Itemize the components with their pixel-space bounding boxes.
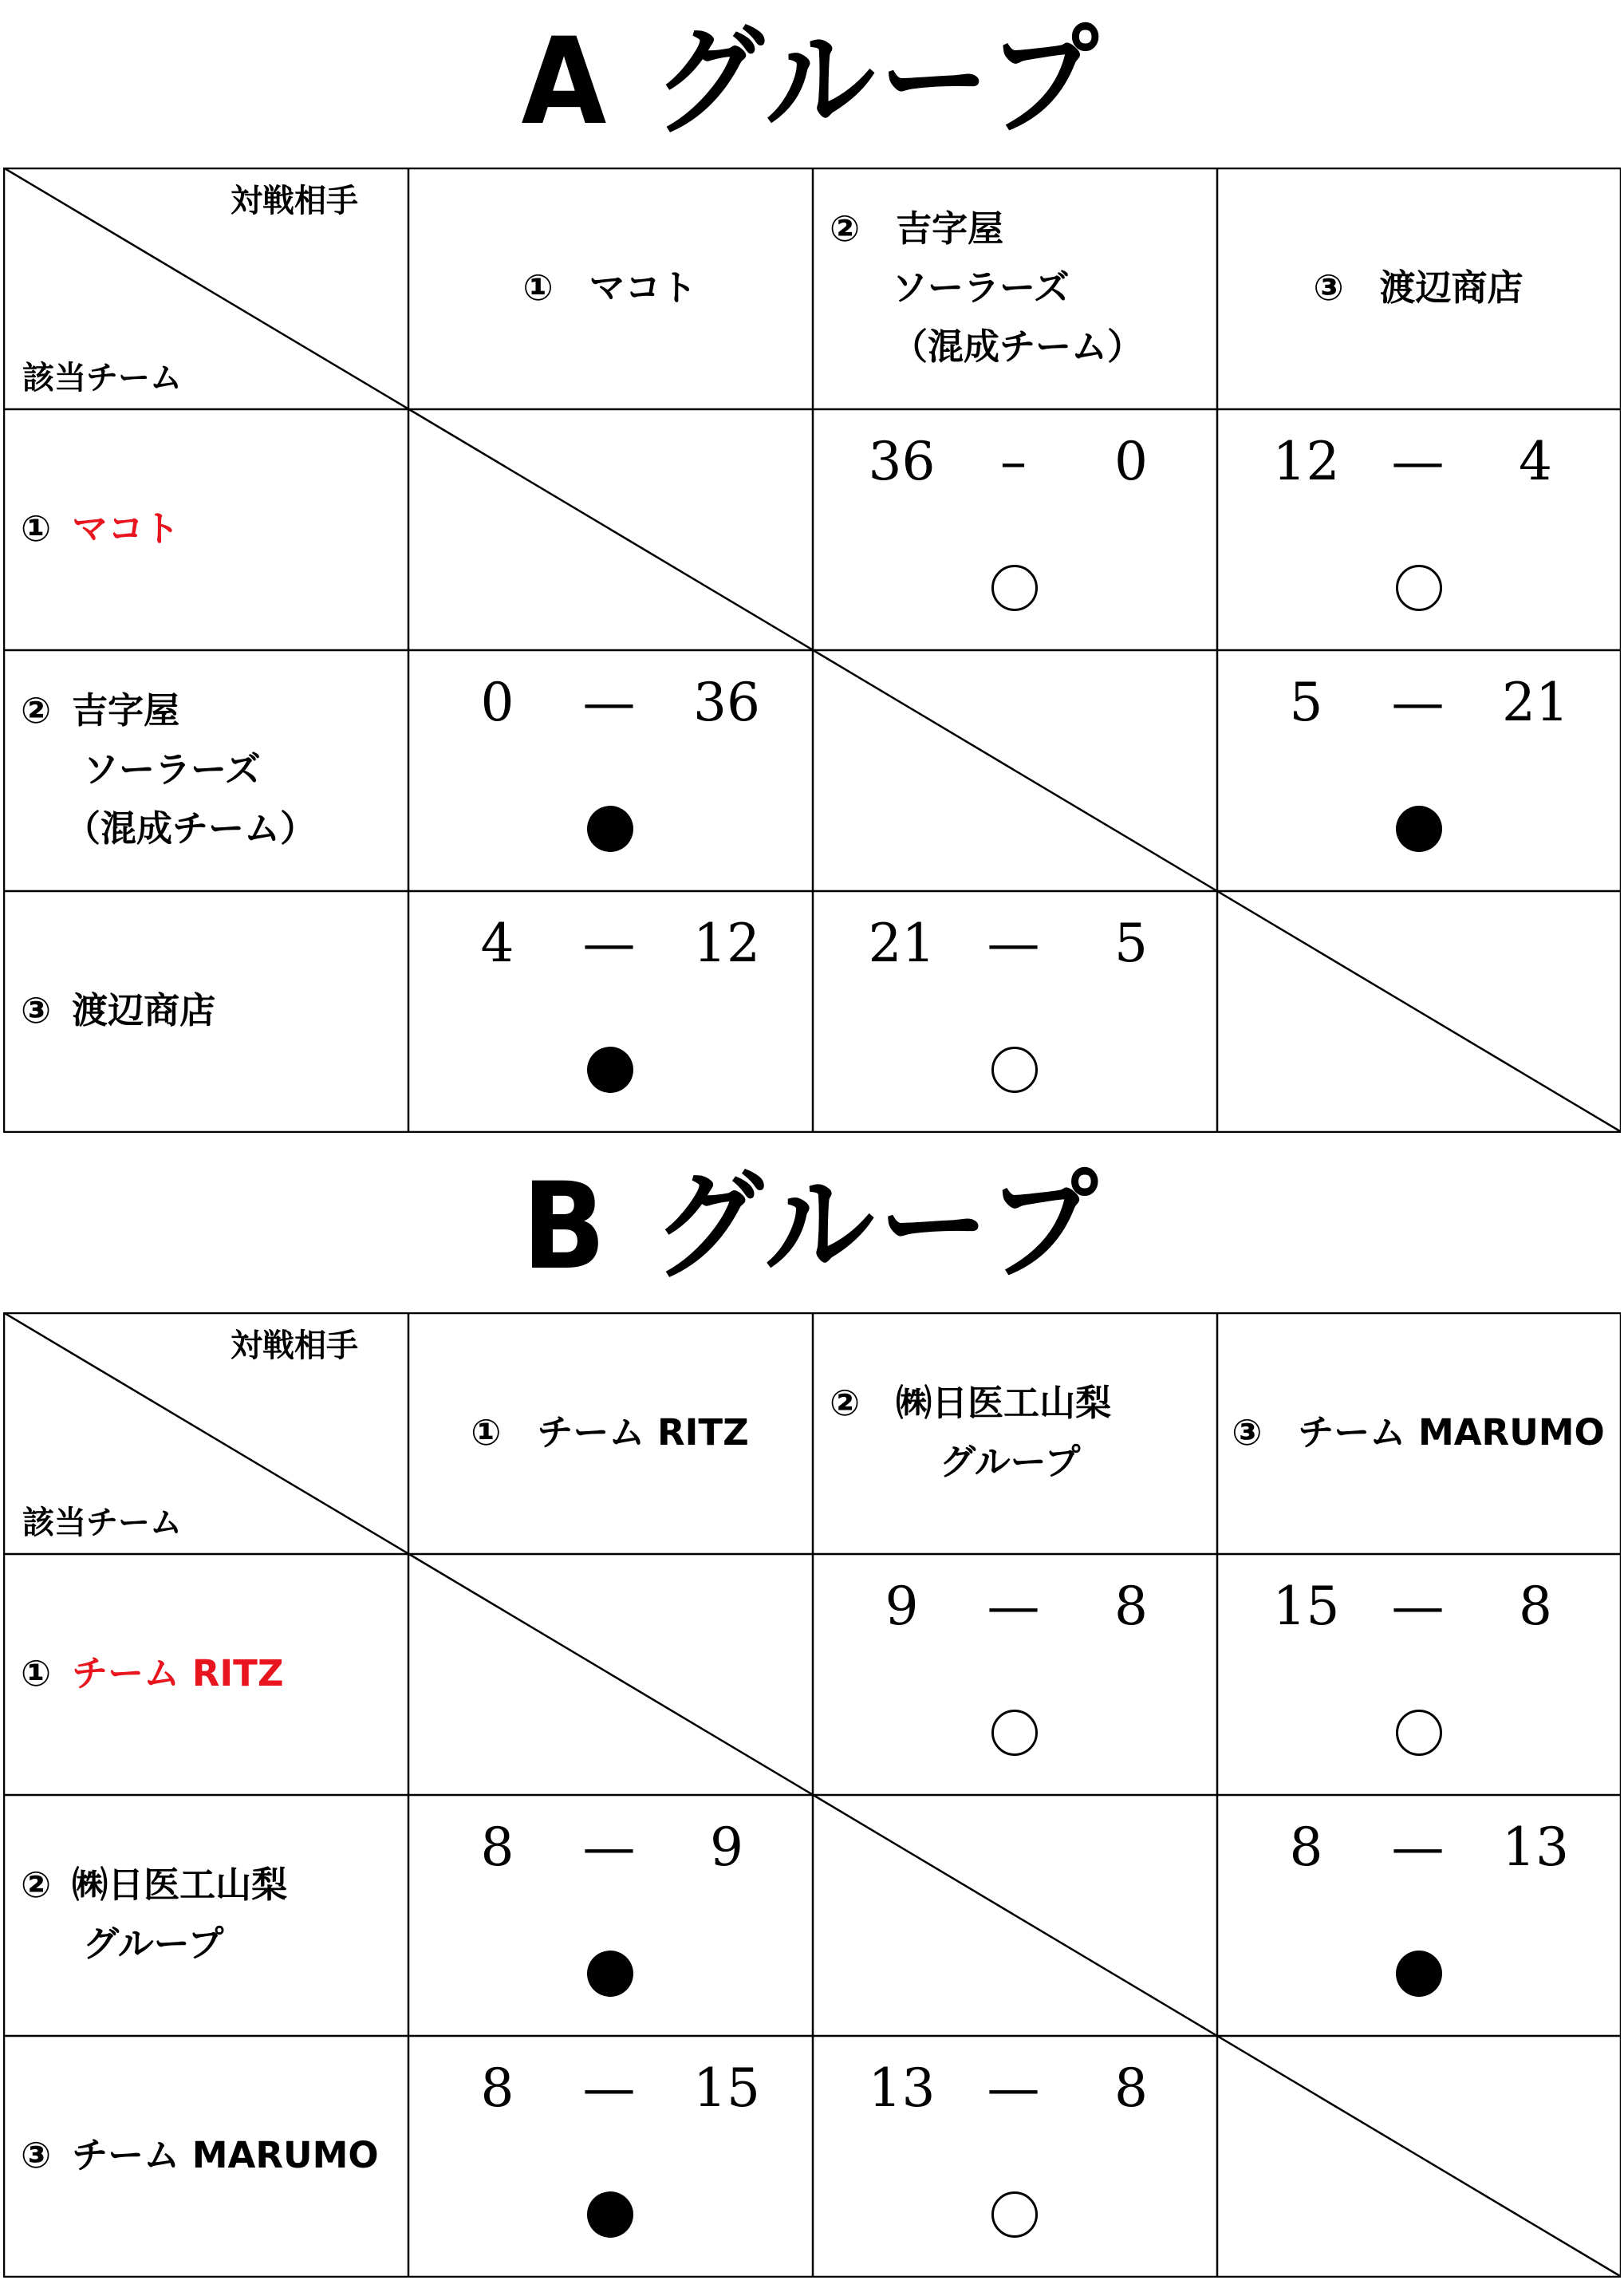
win-circle-icon	[1396, 565, 1442, 611]
row-header-line	[21, 981, 215, 1040]
score-dash: —	[582, 913, 636, 974]
score-left: 12	[1272, 431, 1340, 492]
corner-opponent-label: 対戦相手	[231, 1327, 358, 1364]
row-header-line	[21, 1856, 287, 1915]
row-header-line	[21, 1915, 287, 1974]
column-header-line: ① チーム RITZ	[471, 1411, 749, 1454]
score-dash: —	[1391, 672, 1445, 733]
score-dash: –	[1000, 431, 1027, 492]
row-header-line	[21, 799, 316, 858]
score-left: 8	[480, 1817, 514, 1878]
score-dash: —	[987, 2057, 1040, 2119]
score-right: 21	[1502, 672, 1569, 733]
win-circle-icon	[1396, 1710, 1442, 1756]
row-team-name: 吉字屋	[72, 689, 180, 732]
score-right: 36	[693, 672, 760, 733]
win-circle-icon	[991, 1047, 1038, 1093]
column-header-3	[1216, 258, 1620, 318]
loss-circle-icon	[587, 1047, 633, 1093]
score-right: 12	[693, 913, 760, 974]
row-number: ②	[21, 689, 52, 732]
group-a-title: A グループ	[521, 13, 1103, 152]
column-header-1	[408, 1403, 812, 1462]
score-dash: —	[1391, 1576, 1445, 1637]
row-header-line	[21, 681, 316, 740]
row-team-name: （混成チーム）	[65, 807, 317, 850]
score-dash: —	[987, 1576, 1040, 1637]
row-header-line	[21, 499, 179, 558]
score-right: 0	[1114, 431, 1148, 492]
loss-circle-icon	[587, 1951, 633, 1997]
row-number: ①	[21, 1652, 52, 1694]
score-right: 4	[1519, 431, 1552, 492]
score-dash: —	[987, 913, 1040, 974]
score-left: 8	[1289, 1817, 1323, 1878]
score-dash: —	[1391, 1817, 1445, 1878]
row-header-1	[21, 1644, 284, 1703]
score-dash: —	[582, 672, 636, 733]
score-right: 8	[1114, 2057, 1148, 2119]
row-team-name: 渡辺商店	[72, 989, 216, 1032]
score-left: 0	[480, 672, 514, 733]
row-header-3	[21, 981, 215, 1040]
row-team-name: ㈱日医工山梨	[72, 1864, 288, 1906]
row-number: ③	[21, 989, 52, 1032]
row-header-1	[21, 499, 179, 558]
score-right: 5	[1114, 913, 1148, 974]
column-header-2	[812, 1374, 1216, 1492]
win-circle-icon	[991, 2191, 1038, 2238]
row-team-name: ソーラーズ	[83, 748, 261, 791]
column-header-line: ① マコト	[522, 266, 697, 309]
win-circle-icon	[991, 565, 1038, 611]
row-header-3	[21, 2126, 379, 2185]
column-header-1	[408, 258, 812, 318]
score-dash: —	[1391, 431, 1445, 492]
group-b-title: B グループ	[522, 1158, 1102, 1296]
row-header-line	[21, 2126, 379, 2185]
self-match-diagonal	[408, 408, 1620, 1131]
loss-circle-icon	[587, 806, 633, 852]
self-match-diagonal	[408, 1553, 1620, 2276]
column-header-line: ③ 渡辺商店	[1313, 266, 1523, 309]
row-header-2	[21, 681, 316, 858]
column-header-line: ソーラーズ	[892, 266, 1070, 309]
loss-circle-icon	[587, 2191, 633, 2238]
score-left: 9	[885, 1576, 919, 1637]
corner-team-label: 該当チーム	[22, 360, 182, 396]
row-header-2	[21, 1856, 287, 1974]
column-header-line: ② 吉字屋	[830, 207, 1004, 250]
corner-team-label: 該当チーム	[22, 1505, 182, 1541]
row-number: ①	[21, 507, 52, 550]
column-header-line: ③ チーム MARUMO	[1232, 1411, 1605, 1454]
row-number: ②	[21, 1864, 52, 1906]
score-right: 9	[710, 1817, 743, 1878]
column-header-line: グループ	[940, 1441, 1081, 1483]
score-left: 15	[1272, 1576, 1340, 1637]
loss-circle-icon	[1396, 806, 1442, 852]
column-header-2	[812, 199, 1216, 377]
score-right: 8	[1519, 1576, 1552, 1637]
group-b-table	[3, 1312, 1620, 2278]
win-circle-icon	[991, 1710, 1038, 1756]
row-team-name: グループ	[83, 1923, 224, 1965]
row-header-line	[21, 1644, 284, 1703]
corner-opponent-label: 対戦相手	[231, 183, 358, 219]
row-team-name: チーム RITZ	[72, 1652, 284, 1694]
score-right: 13	[1502, 1817, 1569, 1878]
row-team-name: マコト	[72, 507, 180, 550]
score-left: 13	[868, 2057, 936, 2119]
column-header-line: （混成チーム）	[892, 325, 1144, 368]
loss-circle-icon	[1396, 1951, 1442, 1997]
row-number: ③	[21, 2134, 52, 2176]
score-left: 8	[480, 2057, 514, 2119]
column-header-line: ② ㈱日医工山梨	[830, 1382, 1112, 1424]
score-left: 4	[480, 913, 514, 974]
column-header-3	[1216, 1403, 1620, 1462]
row-header-line	[21, 740, 316, 799]
group-a-table	[3, 168, 1620, 1133]
score-right: 8	[1114, 1576, 1148, 1637]
score-right: 15	[693, 2057, 760, 2119]
score-left: 5	[1289, 672, 1323, 733]
score-left: 21	[868, 913, 936, 974]
score-dash: —	[582, 2057, 636, 2119]
score-dash: —	[582, 1817, 636, 1878]
score-left: 36	[868, 431, 936, 492]
row-team-name: チーム MARUMO	[72, 2134, 379, 2176]
